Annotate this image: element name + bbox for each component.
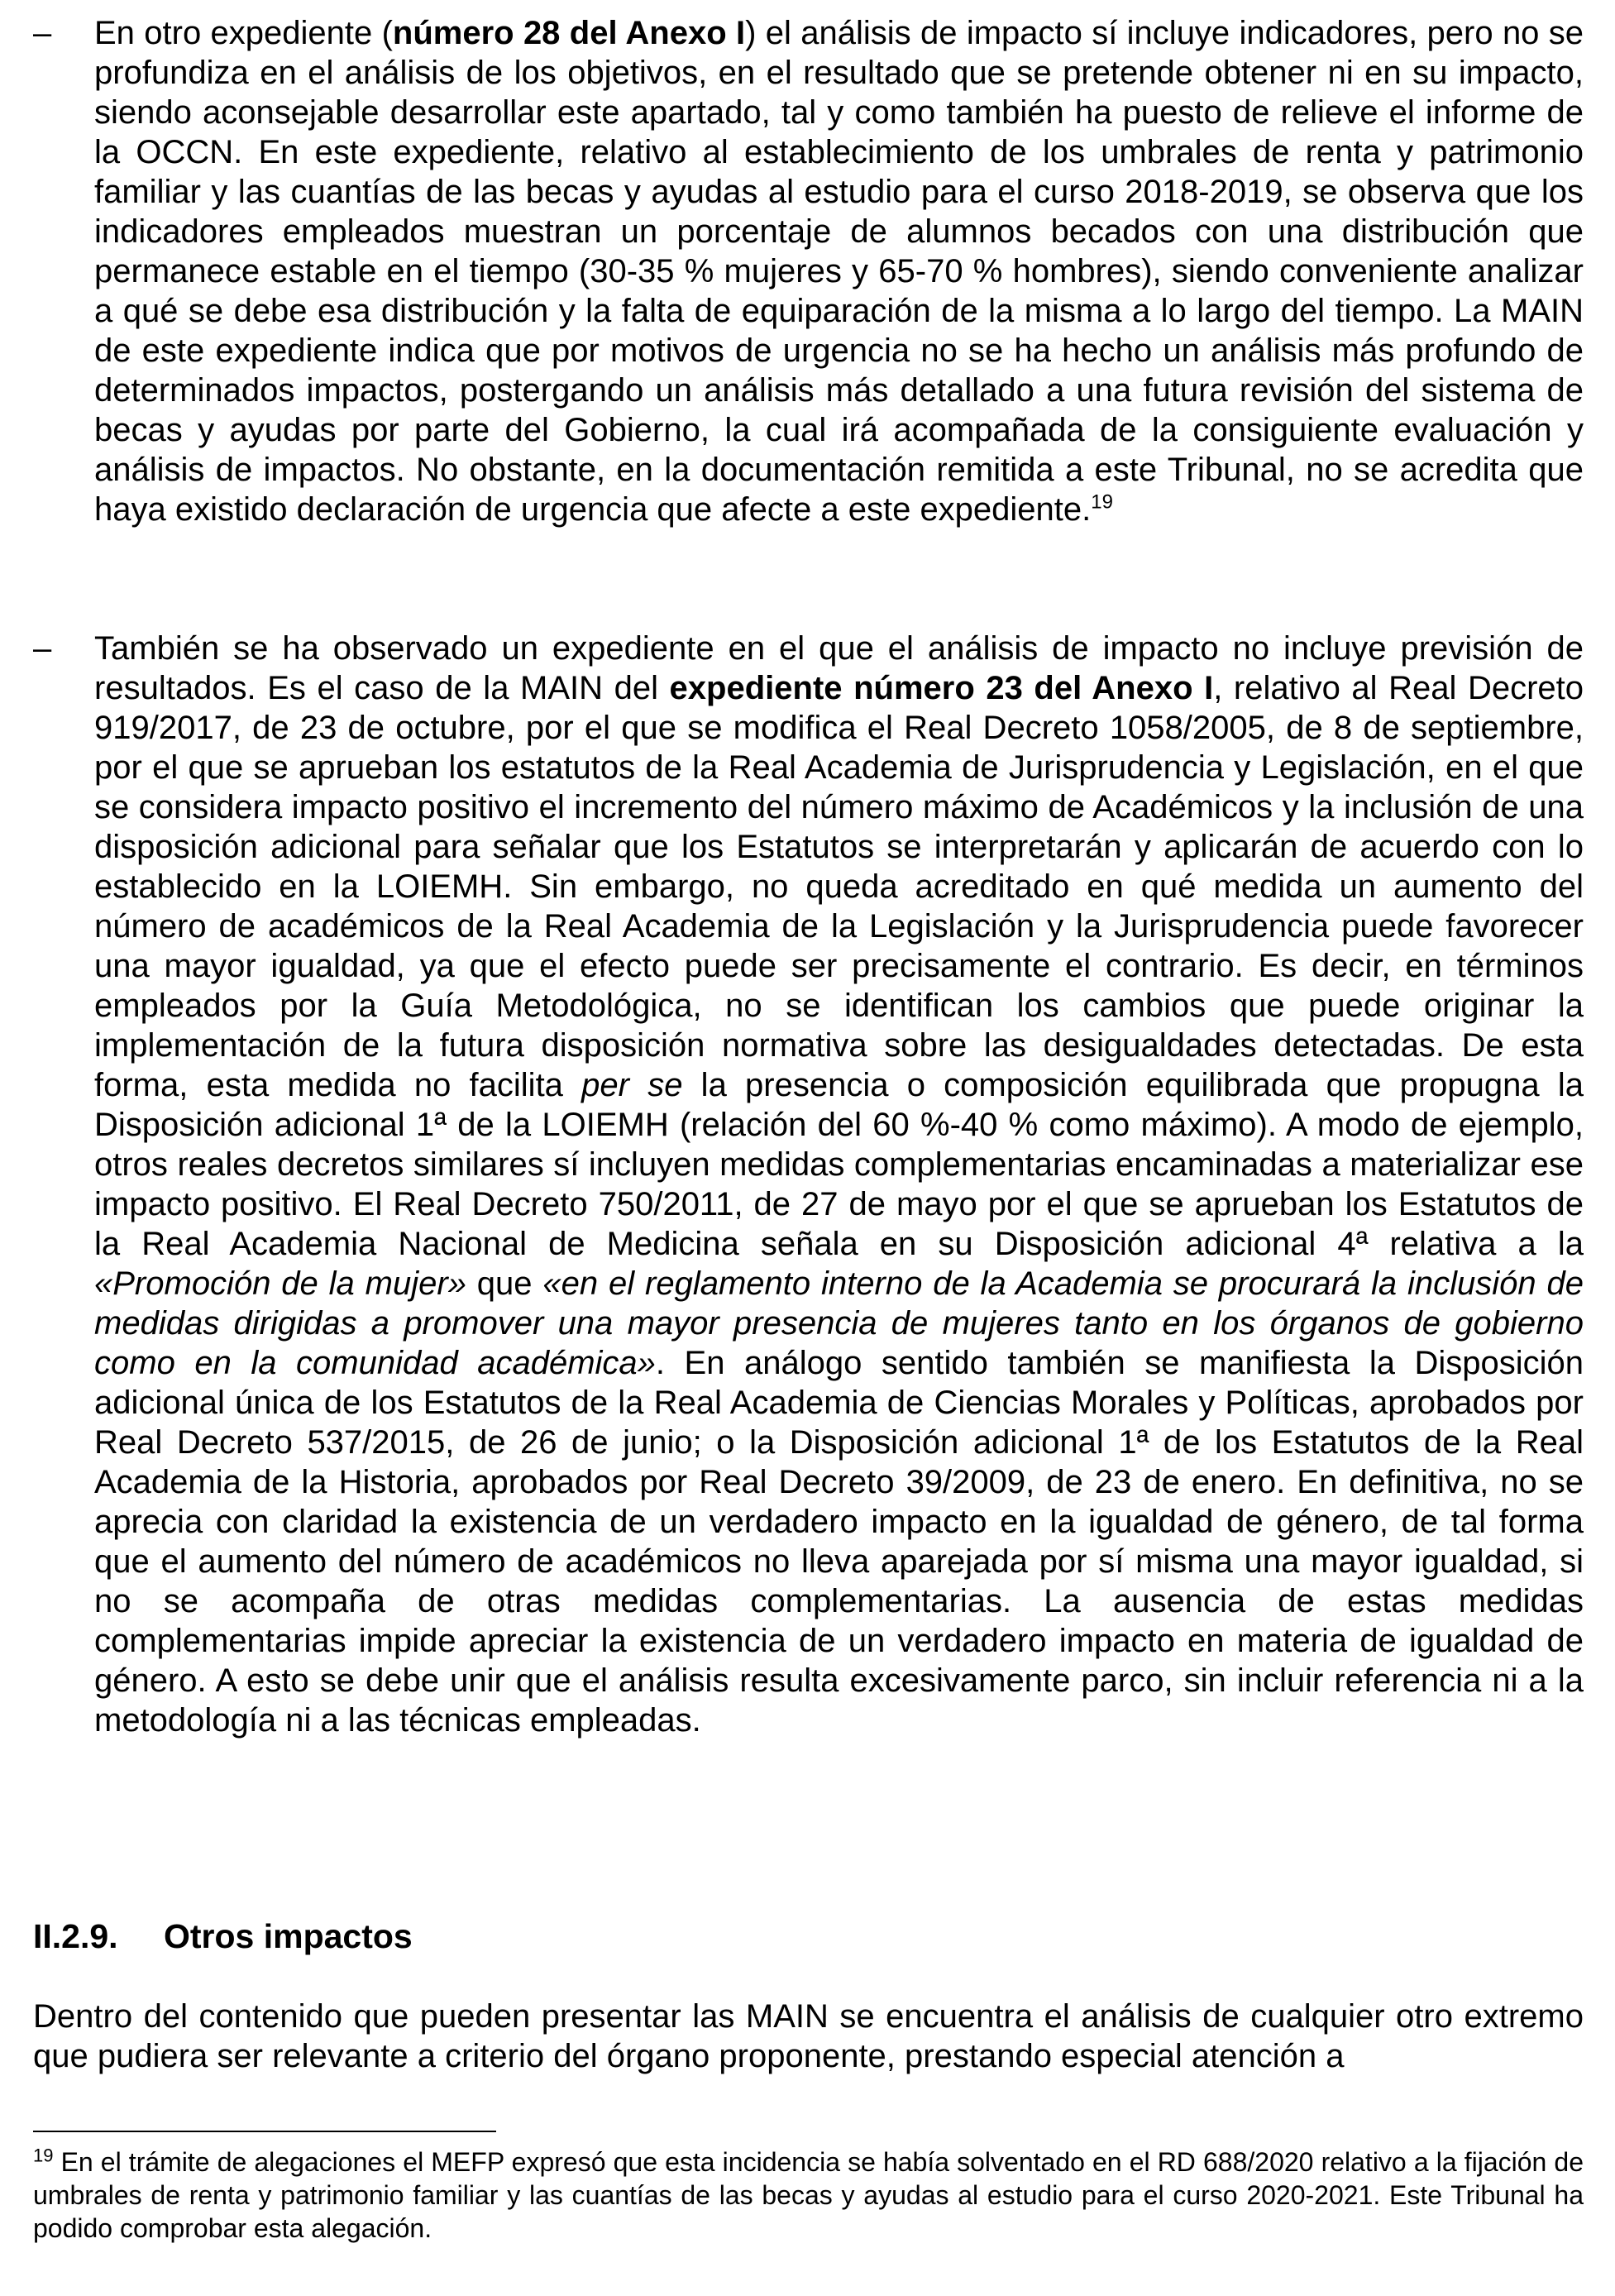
footnote-separator [33, 2131, 496, 2132]
footnote-marker[interactable]: 19 [1091, 490, 1113, 514]
bold-reference: número 28 del Anexo I [392, 15, 746, 51]
bullet-paragraph [94, 13, 1584, 529]
footnote-text: En el trámite de alegaciones el MEFP expresó que esta incidencia se había solventado en el RD 688/2020 relativo a la fijación de umbrales de renta y patrimonio familiar y las cuantías de las becas y ayudas al estudio para el curso 2020-2021. Este Tribunal ha podido comprobar esta alegación. [33, 2147, 1584, 2243]
italic-run: per se [581, 1067, 683, 1103]
dash-bullet-icon: – [33, 15, 52, 51]
bullet-paragraph [94, 629, 1584, 1740]
text-run: ) el análisis de impacto sí incluye indicadores, pero no se profundiza en el análisis de los objetivos, en el resultado que se pretende obtener ni en su impacto, siendo aconsejable desarrollar este apartado, tal y como también ha puesto de relieve el informe de la OCCN. En este expediente, relativo al establecimiento de los umbrales de renta y patrimonio familiar y las cuantías de las becas y ayudas al estudio para el curso 2018-2019, se observa que los indicadores empleados muestran un porcentaje de alumnos becados con una distribución que permanece estable en el tiempo (30-35 % mujeres y 65-70 % hombres), siendo conveniente analizar a qué se debe esa distribución y la falta de equiparación de la misma a lo largo del tiempo. La MAIN de este expediente indica que por motivos de urgencia no se ha hecho un análisis más profundo de determinados impactos, postergando un análisis más detallado a una futura revisión del sistema de becas y ayudas por parte del Gobierno, la cual irá acompañada de la consiguiente evaluación y análisis de impactos. No obstante, en la documentación remitida a este Tribunal, no se acredita que haya existido declaración de urgencia que afecte a este expediente. [94, 15, 1584, 528]
dash-bullet-icon: – [33, 630, 52, 667]
text-run: En otro expediente ( [94, 15, 393, 51]
text-run: la presencia o composición equilibrada que propugna la Disposición adicional 1ª de la LOIEMH (relación del 60 %-40 % como máximo). A modo de ejemplo, otros reales decretos similares sí incluyen medidas complementarias encaminadas a materializar ese impacto positivo. El Real Decreto 750/2011, de 27 de mayo por el que se aprueban los Estatutos de la Real Academia Nacional de Medicina señala en su Disposición adicional 4ª relativa a la [94, 1067, 1584, 1262]
footnote-19 [33, 2145, 1584, 2245]
text-run: También se ha observado un expediente en el que el análisis de impacto no incluye previsión de resultados. Es el caso de la MAIN del [94, 630, 1584, 706]
italic-quote: «en el reglamento interno de la Academia se procurará la inclusión de medidas dirigidas a promover una mayor presencia de mujeres tanto en los órganos de gobierno como en la comunidad académica» [94, 1265, 1584, 1381]
section-heading [33, 1916, 413, 1957]
text-run: , relativo al Real Decreto 919/2017, de 23 de octubre, por el que se modifica el Real Decreto 1058/2005, de 8 de septiembre, por el que se aprueban los estatutos de la Real Academia de Jurisprudencia y Legislación, en el que se considera impacto positivo el incremento del número máximo de Académicos y la inclusión de una disposición adicional para señalar que los Estatutos se interpretarán y aplicarán de acuerdo con lo establecido en la LOIEMH. Sin embargo, no queda acreditado en qué medida un aumento del número de académicos de la Real Academia de la Legislación y la Jurisprudencia puede favorecer una mayor igualdad, ya que el efecto puede ser precisamente el contrario. Es decir, en términos empleados por la Guía Metodológica, no se identifican los cambios que puede originar la implementación de la futura disposición normativa sobre las desigualdades detectadas. De esta forma, esta medida no facilita [94, 670, 1584, 1103]
bold-reference: expediente número 23 del Anexo I [669, 670, 1214, 706]
section-title: Otros impactos [164, 1917, 413, 1955]
text-run: . En análogo sentido también se manifiesta la Disposición adicional única de los Estatutos de la Real Academia de Ciencias Morales y Políticas, aprobados por Real Decreto 537/2015, de 26 de junio; o la Disposición adicional 1ª de los Estatutos de la Real Academia de la Historia, aprobados por Real Decreto 39/2009, de 23 de enero. En definitiva, no se aprecia con claridad la existencia de un verdadero impacto en la igualdad de género, de tal forma que el aumento del número de académicos no lleva aparejada por sí misma una mayor igualdad, si no se acompaña de otras medidas complementarias. La ausencia de estas medidas complementarias impide apreciar la existencia de un verdadero impacto en materia de igualdad de género. A esto se debe unir que el análisis resulta excesivamente parco, sin incluir referencia ni a la metodología ni a las técnicas empleadas. [94, 1345, 1584, 1739]
section-number: II.2.9. [33, 1917, 118, 1955]
footnote-number: 19 [33, 2145, 54, 2166]
section-intro-paragraph: Dentro del contenido que pueden presentar las MAIN se encuentra el análisis de cualquier otro extremo que pudiera ser relevante a criterio del órgano proponente, prestando especial atención a [33, 1998, 1584, 2074]
bullet-item-expediente-23 [33, 629, 1584, 1740]
italic-quote-title: «Promoción de la mujer» [94, 1265, 466, 1302]
bullet-item-expediente-28 [33, 13, 1584, 529]
text-run: que [466, 1265, 543, 1302]
